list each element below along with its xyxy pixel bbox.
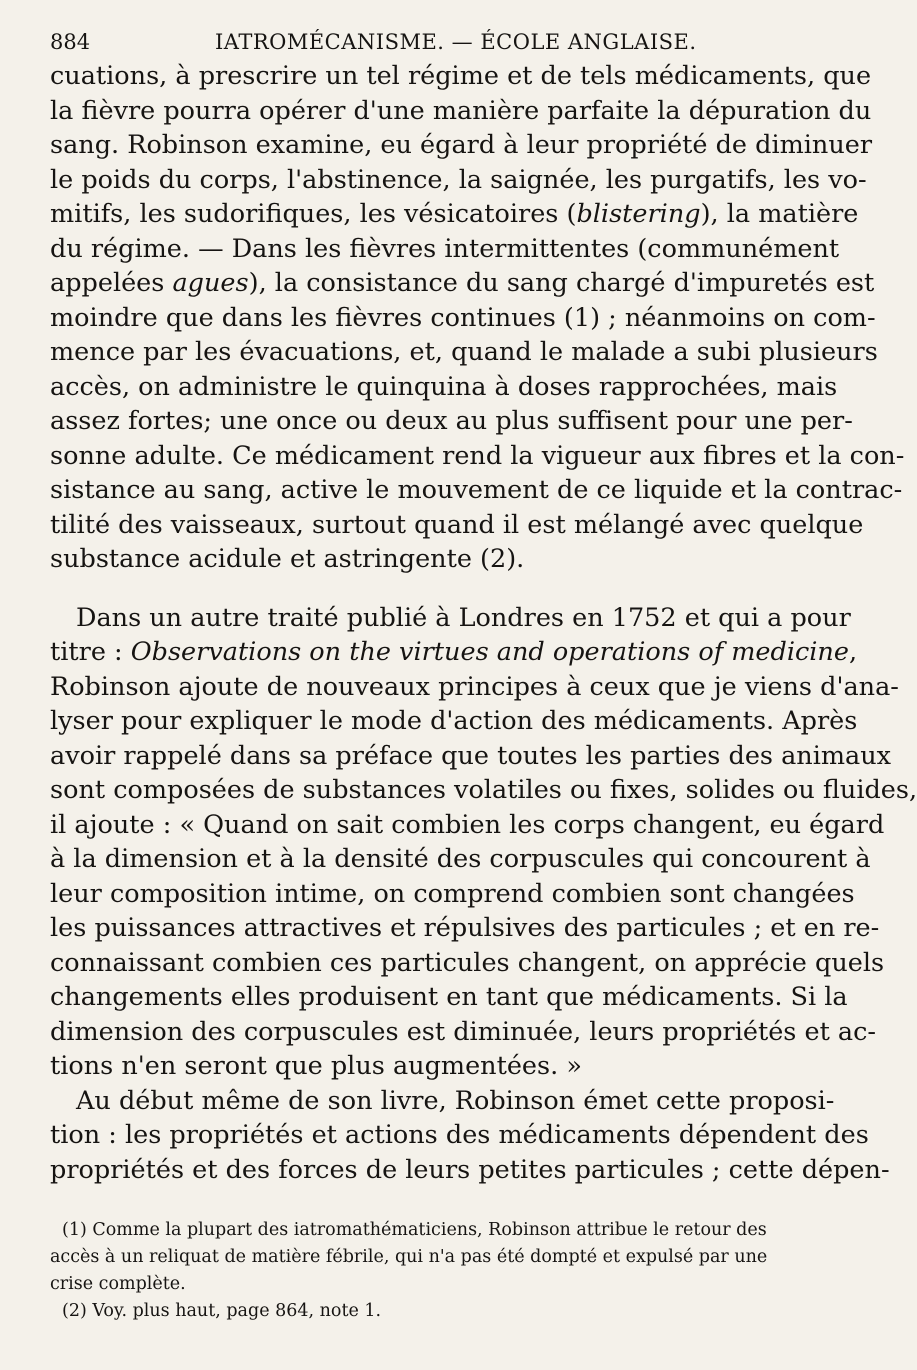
text-line: à la dimension et à la densité des corpuscules qui concourent à <box>50 844 871 875</box>
text-line: lyser pour expliquer le mode d'action des médicaments. Après <box>50 706 858 737</box>
footnote-line: accès à un reliquat de matière fébrile, qui n'a pas été dompté et expulsé par une <box>50 1247 768 1268</box>
text-line: tion : les propriétés et actions des médicaments dépendent des <box>50 1120 869 1151</box>
text-line: les puissances attractives et répulsives des particules ; et en re- <box>50 913 880 944</box>
body-text <box>50 59 917 1187</box>
text-line: sont composées de substances volatiles ou fixes, solides ou fluides, <box>50 775 917 806</box>
footnote-line: (1) Comme la plupart des iatromathématiciens, Robinson attribue le retour des <box>62 1220 767 1241</box>
text-line: accès, on administre le quinquina à doses rapprochées, mais <box>50 371 838 402</box>
footnote-line: crise complète. <box>50 1274 186 1295</box>
paragraph-3 <box>50 1084 890 1188</box>
text-line: sistance au sang, active le mouvement de ce liquide et la contrac- <box>50 475 903 506</box>
footnotes <box>50 1217 766 1325</box>
text-line: avoir rappelé dans sa préface que toutes les parties des animaux <box>50 740 892 771</box>
text-line: dimension des corpuscules est diminuée, leurs propriétés et ac- <box>50 1016 877 1047</box>
text-line: la fièvre pourra opérer d'une manière parfaite la dépuration du <box>50 95 872 126</box>
text-line <box>50 266 875 301</box>
text-line: tions n'en seront que plus augmentées. » <box>50 1051 582 1082</box>
text-line: le poids du corps, l'abstinence, la saignée, les purgatifs, les vo- <box>50 164 867 195</box>
text-run: mitifs, les sudorifiques, les vésicatoires ( <box>50 199 577 230</box>
text-line: tilité des vaisseaux, surtout quand il est mélangé avec quelque <box>50 509 864 540</box>
footnote-line: (2) Voy. plus haut, page 864, note 1. <box>62 1301 382 1322</box>
text-line: substance acidule et astringente (2). <box>50 544 525 575</box>
italic-title: Observations on the virtues and operations of medicine <box>130 637 849 668</box>
italic-term: agues <box>172 268 249 299</box>
text-line: Dans un autre traité publié à Londres en 1752 et qui a pour <box>76 602 851 633</box>
running-head <box>50 30 766 55</box>
text-run: titre : <box>50 637 131 668</box>
text-line: connaissant combien ces particules changent, on apprécie quels <box>50 947 885 978</box>
text-line: propriétés et des forces de leurs petites particules ; cette dépen- <box>50 1154 890 1185</box>
page-number: 884 <box>50 30 91 54</box>
text-line: Robinson ajoute de nouveaux principes à ceux que je viens d'ana- <box>50 671 899 702</box>
paragraph-gap <box>50 577 766 601</box>
text-line: Au début même de son livre, Robinson émet cette proposi- <box>76 1085 835 1116</box>
footnote-1 <box>50 1217 766 1298</box>
text-line: il ajoute : « Quand on sait combien les corps changent, eu égard <box>50 809 885 840</box>
paragraph-1 <box>50 59 905 577</box>
text-line <box>50 635 858 670</box>
text-line: sonne adulte. Ce médicament rend la vigueur aux fibres et la con- <box>50 440 905 471</box>
text-line: cuations, à prescrire un tel régime et de tels médicaments, que <box>50 61 872 92</box>
text-line: sang. Robinson examine, eu égard à leur propriété de diminuer <box>50 130 873 161</box>
text-run: , <box>848 637 858 668</box>
text-line <box>50 197 859 232</box>
text-run: ), la consistance du sang chargé d'impuretés est <box>248 268 875 299</box>
text-line: moindre que dans les fièvres continues (1) ; néanmoins on com- <box>50 302 876 333</box>
text-line: assez fortes; une once ou deux au plus suffisent pour une per- <box>50 406 853 437</box>
running-title: IATROMÉCANISME. — ÉCOLE ANGLAISE. <box>215 30 697 54</box>
text-run: appelées <box>50 268 173 299</box>
text-line: changements elles produisent en tant que médicaments. Si la <box>50 982 848 1013</box>
text-run: ), la matière <box>700 199 859 230</box>
text-line: du régime. — Dans les fièvres intermittentes (communément <box>50 233 840 264</box>
paragraph-2 <box>50 601 917 1084</box>
text-line: leur composition intime, on comprend combien sont changées <box>50 878 855 909</box>
italic-term: blistering <box>576 199 701 230</box>
footnote-2 <box>50 1298 766 1325</box>
text-line: mence par les évacuations, et, quand le malade a subi plusieurs <box>50 337 878 368</box>
